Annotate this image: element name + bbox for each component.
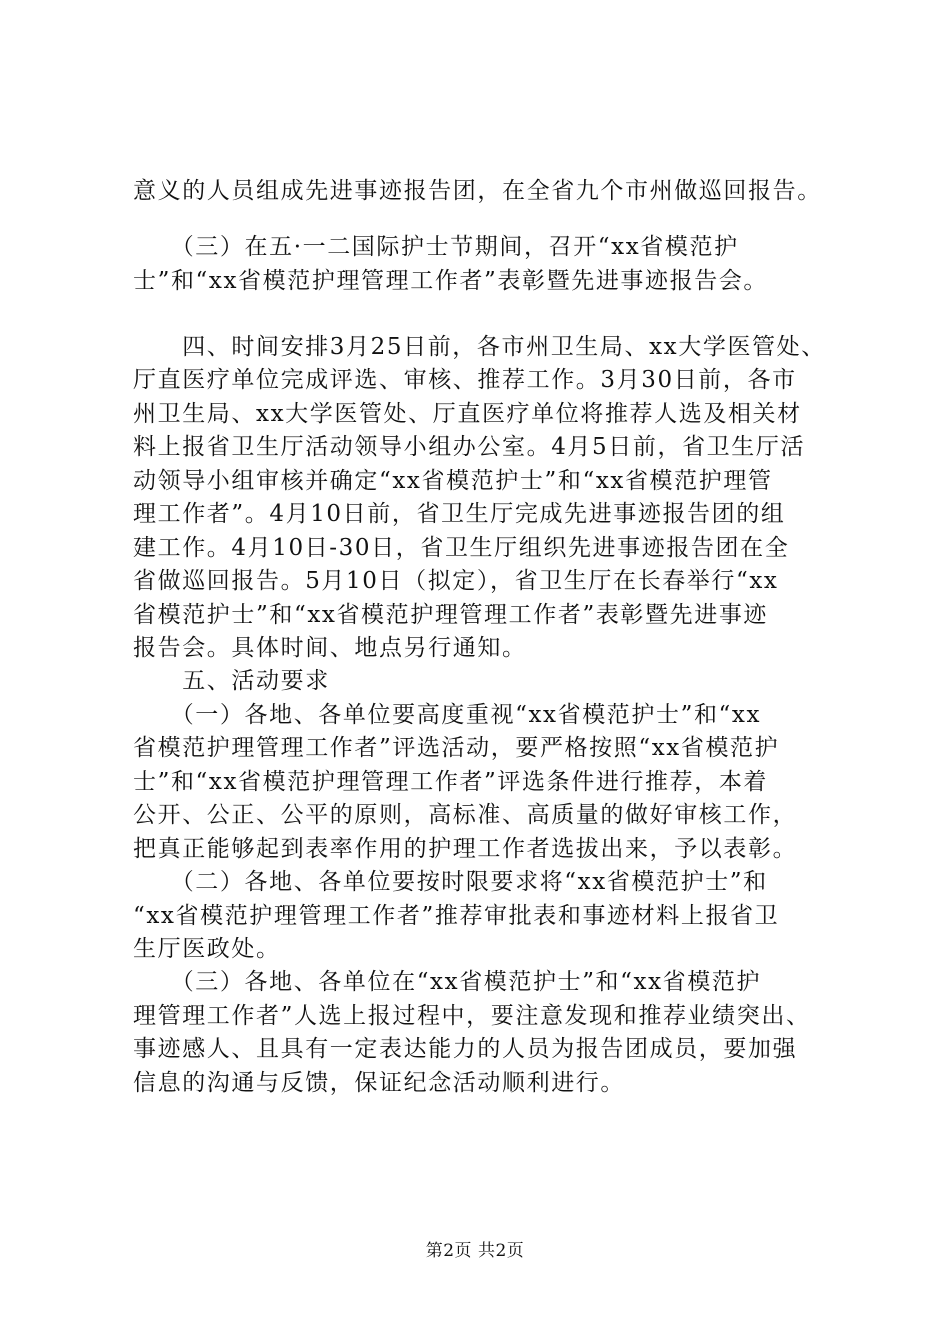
body-text-line: （二）各地、各单位要按时限要求将“xx省模范护士”和 <box>133 869 768 895</box>
body-text-line: 士”和“xx省模范护理管理工作者”表彰暨先进事迹报告会。 <box>133 268 769 294</box>
body-text-line: 士”和“xx省模范护理管理工作者”评选条件进行推荐，本着 <box>133 769 769 795</box>
body-text-line: 料上报省卫生厅活动领导小组办公室。4月5日前，省卫生厅活 <box>133 434 806 460</box>
body-text-line: 省做巡回报告。5月10日（拟定），省卫生厅在长春举行“xx <box>133 568 779 594</box>
body-text-line: 州卫生局、xx大学医管处、厅直医疗单位将推荐人选及相关材 <box>133 401 802 427</box>
body-text-line: 意义的人员组成先进事迹报告团，在全省九个市州做巡回报告。 <box>133 178 822 204</box>
body-text-line: 理管理工作者”人选上报过程中，要注意发现和推荐业绩突出、 <box>133 1003 811 1029</box>
body-text-line: 省模范护士”和“xx省模范护理管理工作者”表彰暨先进事迹 <box>133 602 769 628</box>
body-text-line: 公开、公正、公平的原则，高标准、高质量的做好审核工作， <box>133 802 798 828</box>
body-text-line: （一）各地、各单位要高度重视“xx省模范护士”和“xx <box>133 702 762 728</box>
body-text-line: 报告会。具体时间、地点另行通知。 <box>133 635 527 661</box>
page-footer: 第2页 共2页 <box>425 1241 525 1261</box>
body-text-line: 理工作者”。4月10日前，省卫生厅完成先进事迹报告团的组 <box>133 501 786 527</box>
body-text-line: 把真正能够起到表率作用的护理工作者选拔出来，予以表彰。 <box>133 836 798 862</box>
body-text-line: 省模范护理管理工作者”评选活动，要严格按照“xx省模范护 <box>133 735 780 761</box>
body-text-line: “xx省模范护理管理工作者”推荐审批表和事迹材料上报省卫 <box>133 903 780 929</box>
body-text-line: 事迹感人、且具有一定表达能力的人员为报告团成员，要加强 <box>133 1036 798 1062</box>
body-text-line: 建工作。4月10日-30日，省卫生厅组织先进事迹报告团在全 <box>133 535 790 561</box>
body-text-line: 厅直医疗单位完成评选、审核、推荐工作。3月30日前，各市 <box>133 367 797 393</box>
body-text-line: 动领导小组审核并确定“xx省模范护士”和“xx省模范护理管 <box>133 468 773 494</box>
body-text-line: 信息的沟通与反馈，保证纪念活动顺利进行。 <box>133 1070 625 1096</box>
body-text-line: 四、时间安排3月25日前，各市州卫生局、xx大学医管处、 <box>133 334 826 360</box>
body-text-line: 生厅医政处。 <box>133 936 281 962</box>
body-text-line: （三）各地、各单位在“xx省模范护士”和“xx省模范护 <box>133 969 762 995</box>
section-heading: 五、活动要求 <box>133 668 330 694</box>
body-text-line: （三）在五·一二国际护士节期间，召开“xx省模范护 <box>133 234 739 260</box>
